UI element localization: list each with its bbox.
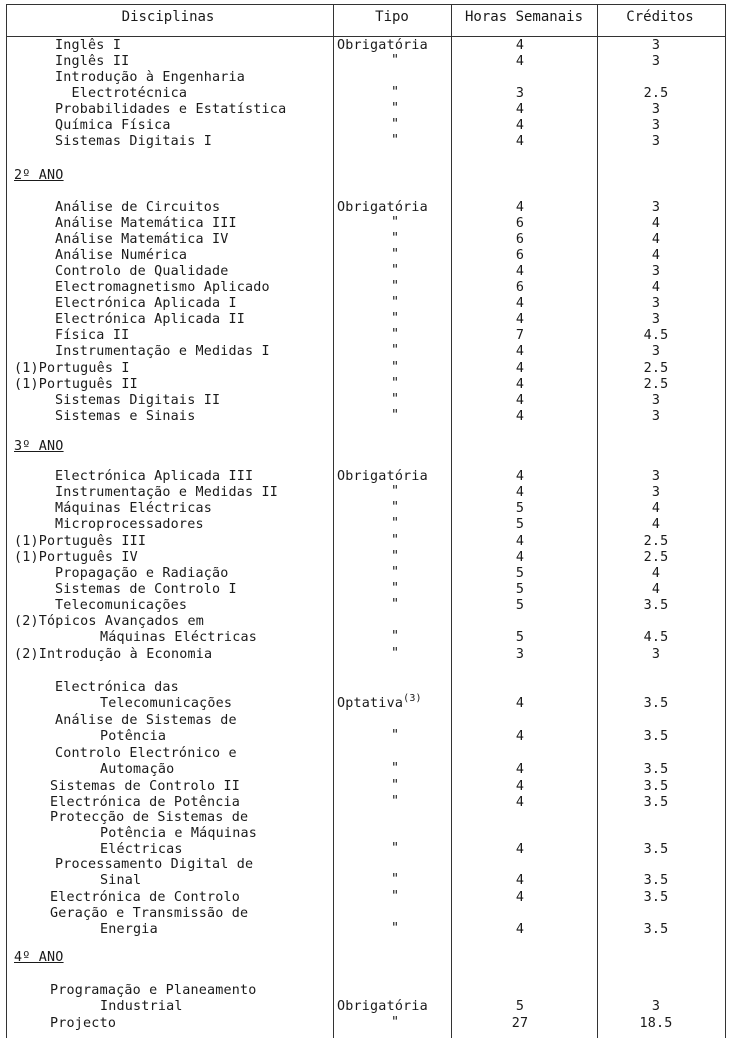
credits: 3 xyxy=(651,264,661,279)
course-type xyxy=(391,516,399,532)
weekly-hours: 4 xyxy=(515,200,525,215)
credits: 18.5 xyxy=(639,1016,673,1031)
course-type-text: " xyxy=(391,646,400,661)
weekly-hours: 4 xyxy=(515,696,525,711)
course-type xyxy=(337,693,422,712)
discipline-name: (1)Português IV xyxy=(14,550,138,565)
course-type xyxy=(391,629,399,645)
course-type xyxy=(391,117,399,133)
discipline-name: (1)Português I xyxy=(14,361,130,376)
column-border xyxy=(597,4,598,1038)
weekly-hours: 5 xyxy=(515,582,525,597)
course-type xyxy=(337,38,428,54)
credits: 4.5 xyxy=(643,328,669,343)
discipline-name: Inglês I xyxy=(55,38,122,53)
discipline-name: Electrónica Aplicada I xyxy=(55,296,237,311)
discipline-name: Probabilidades e Estatística xyxy=(55,102,287,117)
course-type xyxy=(391,872,399,888)
header-tipo: Tipo xyxy=(375,9,409,25)
course-type-text: " xyxy=(391,311,400,326)
discipline-name: Potência xyxy=(100,729,167,744)
discipline-name: Electrónica Aplicada II xyxy=(55,312,246,327)
discipline-name: Controlo Electrónico e xyxy=(55,746,237,761)
credits: 2.5 xyxy=(643,86,669,101)
weekly-hours: 3 xyxy=(515,647,525,662)
course-type xyxy=(391,728,399,744)
course-type-text: " xyxy=(391,101,400,116)
discipline-name: Geração e Transmissão de xyxy=(50,906,249,921)
course-type xyxy=(337,469,428,485)
weekly-hours: 6 xyxy=(515,248,525,263)
course-type-text: Obrigatória xyxy=(337,999,428,1014)
course-type-text: " xyxy=(391,343,400,358)
weekly-hours: 4 xyxy=(515,409,525,424)
credits: 4 xyxy=(651,280,661,295)
credits: 3.5 xyxy=(643,890,669,905)
course-type xyxy=(391,761,399,777)
course-type xyxy=(391,231,399,247)
weekly-hours: 4 xyxy=(515,550,525,565)
column-border xyxy=(6,4,7,1038)
credits: 3 xyxy=(651,999,661,1014)
discipline-name: Electrónica Aplicada III xyxy=(55,469,254,484)
column-border xyxy=(451,4,452,1038)
discipline-name: Electrónica das xyxy=(55,680,179,695)
course-type xyxy=(391,327,399,343)
credits: 3 xyxy=(651,344,661,359)
course-type-text: " xyxy=(391,500,400,515)
weekly-hours: 4 xyxy=(515,264,525,279)
credits: 3 xyxy=(651,54,661,69)
course-type-text: " xyxy=(391,295,400,310)
course-type-text: " xyxy=(391,53,400,68)
course-type-text: " xyxy=(391,1015,400,1030)
course-type xyxy=(391,1015,399,1031)
weekly-hours: 5 xyxy=(515,630,525,645)
header-creditos: Créditos xyxy=(626,9,694,25)
course-type xyxy=(337,999,428,1015)
credits: 4 xyxy=(651,216,661,231)
course-type xyxy=(391,646,399,662)
discipline-name: Química Física xyxy=(55,118,171,133)
discipline-name: Sinal xyxy=(100,873,142,888)
course-type-text: " xyxy=(391,549,400,564)
weekly-hours: 4 xyxy=(515,779,525,794)
discipline-name: Sistemas Digitais II xyxy=(55,393,221,408)
weekly-hours: 4 xyxy=(515,118,525,133)
weekly-hours: 4 xyxy=(515,922,525,937)
course-type-text: " xyxy=(391,597,400,612)
weekly-hours: 4 xyxy=(515,842,525,857)
discipline-name: Instrumentação e Medidas I xyxy=(55,344,270,359)
course-type xyxy=(391,581,399,597)
weekly-hours: 5 xyxy=(515,517,525,532)
credits: 2.5 xyxy=(643,534,669,549)
course-type-text: " xyxy=(391,247,400,262)
course-type xyxy=(391,549,399,565)
weekly-hours: 6 xyxy=(515,216,525,231)
credits: 3 xyxy=(651,485,661,500)
credits: 4 xyxy=(651,517,661,532)
discipline-name: (2)Tópicos Avançados em xyxy=(14,614,205,629)
credits: 3.5 xyxy=(643,729,669,744)
course-type xyxy=(391,279,399,295)
credits: 3.5 xyxy=(643,922,669,937)
weekly-hours: 4 xyxy=(515,890,525,905)
discipline-name: Projecto xyxy=(50,1016,117,1031)
weekly-hours: 4 xyxy=(515,795,525,810)
weekly-hours: 4 xyxy=(515,534,525,549)
discipline-name: Electrónica de Controlo xyxy=(50,890,241,905)
weekly-hours: 3 xyxy=(515,86,525,101)
discipline-name: Eléctricas xyxy=(100,842,183,857)
table-top-border xyxy=(6,4,726,5)
discipline-name: (1)Português II xyxy=(14,377,138,392)
course-type xyxy=(391,263,399,279)
weekly-hours: 4 xyxy=(515,469,525,484)
course-type-text: " xyxy=(391,841,400,856)
footnote-marker: (3) xyxy=(403,693,422,704)
credits: 3 xyxy=(651,38,661,53)
course-type-text: " xyxy=(391,215,400,230)
course-type-text: " xyxy=(391,728,400,743)
course-type xyxy=(391,500,399,516)
discipline-name: Controlo de Qualidade xyxy=(55,264,229,279)
credits: 3 xyxy=(651,118,661,133)
credits: 4 xyxy=(651,501,661,516)
discipline-name: Sistemas de Controlo II xyxy=(50,779,241,794)
course-type-text: " xyxy=(391,85,400,100)
weekly-hours: 4 xyxy=(515,344,525,359)
course-type-text: " xyxy=(391,581,400,596)
discipline-name: Análise de Circuitos xyxy=(55,200,221,215)
course-type xyxy=(391,101,399,117)
credits: 4 xyxy=(651,566,661,581)
credits: 3 xyxy=(651,200,661,215)
credits: 4 xyxy=(651,582,661,597)
discipline-name: Análise de Sistemas de xyxy=(55,713,237,728)
credits: 3.5 xyxy=(643,842,669,857)
credits: 3 xyxy=(651,469,661,484)
weekly-hours: 7 xyxy=(515,328,525,343)
credits: 3.5 xyxy=(643,762,669,777)
credits: 3.5 xyxy=(643,696,669,711)
course-type xyxy=(391,794,399,810)
weekly-hours: 5 xyxy=(515,566,525,581)
header-horas-semanais: Horas Semanais xyxy=(464,9,584,25)
discipline-name: Introdução à Engenharia xyxy=(55,70,246,85)
weekly-hours: 4 xyxy=(515,729,525,744)
credits: 3.5 xyxy=(643,779,669,794)
section-heading: 3º ANO xyxy=(14,439,64,454)
course-type xyxy=(391,247,399,263)
weekly-hours: 4 xyxy=(515,873,525,888)
column-border xyxy=(725,4,726,1038)
course-type xyxy=(391,295,399,311)
discipline-name: (2)Introdução à Economia xyxy=(14,647,213,662)
course-type xyxy=(391,408,399,424)
course-type xyxy=(391,53,399,69)
course-type-text: " xyxy=(391,231,400,246)
discipline-name: Programação e Planeamento xyxy=(50,983,257,998)
course-type xyxy=(391,215,399,231)
course-type-text: Obrigatória xyxy=(337,469,428,484)
course-type xyxy=(391,778,399,794)
discipline-name: Processamento Digital de xyxy=(55,857,254,872)
weekly-hours: 6 xyxy=(515,232,525,247)
credits: 4 xyxy=(651,248,661,263)
section-heading: 4º ANO xyxy=(14,950,64,965)
course-type-text: " xyxy=(391,761,400,776)
course-type xyxy=(391,921,399,937)
course-type-text: " xyxy=(391,263,400,278)
weekly-hours: 4 xyxy=(515,762,525,777)
weekly-hours: 4 xyxy=(515,102,525,117)
discipline-name: Sistemas Digitais I xyxy=(55,134,212,149)
course-type xyxy=(391,360,399,376)
credits: 2.5 xyxy=(643,361,669,376)
course-type xyxy=(391,392,399,408)
course-type-text: " xyxy=(391,360,400,375)
credits: 3.5 xyxy=(643,598,669,613)
weekly-hours: 4 xyxy=(515,377,525,392)
discipline-name: Telecomunicações xyxy=(100,696,233,711)
course-type-text: " xyxy=(391,565,400,580)
course-type xyxy=(391,133,399,149)
weekly-hours: 4 xyxy=(515,38,525,53)
credits: 3 xyxy=(651,296,661,311)
course-type-text: " xyxy=(391,392,400,407)
course-type xyxy=(391,484,399,500)
discipline-name: Análise Matemática IV xyxy=(55,232,229,247)
column-border xyxy=(333,4,334,1038)
credits: 4 xyxy=(651,232,661,247)
credits: 3 xyxy=(651,102,661,117)
weekly-hours: 4 xyxy=(515,393,525,408)
course-type-text: Obrigatória xyxy=(337,200,428,215)
credits: 3 xyxy=(651,393,661,408)
course-type-text: " xyxy=(391,279,400,294)
weekly-hours: 5 xyxy=(515,999,525,1014)
course-type-text: " xyxy=(391,533,400,548)
weekly-hours: 5 xyxy=(515,598,525,613)
course-type-text: " xyxy=(391,921,400,936)
course-type-text: " xyxy=(391,117,400,132)
course-type-text: " xyxy=(391,778,400,793)
discipline-name: Máquinas Eléctricas xyxy=(100,630,257,645)
header-disciplinas: Disciplinas xyxy=(121,9,215,25)
course-type-text: " xyxy=(391,794,400,809)
weekly-hours: 4 xyxy=(515,134,525,149)
credits: 3 xyxy=(651,647,661,662)
credits: 2.5 xyxy=(643,550,669,565)
credits: 3 xyxy=(651,312,661,327)
credits: 3.5 xyxy=(643,795,669,810)
discipline-name: Electromagnetismo Aplicado xyxy=(55,280,270,295)
weekly-hours: 27 xyxy=(511,1016,529,1031)
weekly-hours: 4 xyxy=(515,312,525,327)
discipline-name: Electrónica de Potência xyxy=(50,795,241,810)
course-type xyxy=(391,343,399,359)
weekly-hours: 4 xyxy=(515,296,525,311)
credits: 4.5 xyxy=(643,630,669,645)
course-type-text: " xyxy=(391,327,400,342)
weekly-hours: 4 xyxy=(515,361,525,376)
course-type-text: Obrigatória xyxy=(337,38,428,53)
weekly-hours: 4 xyxy=(515,485,525,500)
course-type-text: " xyxy=(391,133,400,148)
discipline-name: Análise Numérica xyxy=(55,248,188,263)
discipline-name: Física II xyxy=(55,328,130,343)
course-type xyxy=(391,533,399,549)
course-type-text: " xyxy=(391,629,400,644)
discipline-name: Sistemas e Sinais xyxy=(55,409,196,424)
discipline-name: Electrotécnica xyxy=(55,86,188,101)
discipline-name: Energia xyxy=(100,922,158,937)
course-type-text: " xyxy=(391,889,400,904)
course-type xyxy=(391,85,399,101)
discipline-name: Industrial xyxy=(100,999,183,1014)
header-bottom-border xyxy=(6,36,726,37)
weekly-hours: 6 xyxy=(515,280,525,295)
section-heading: 2º ANO xyxy=(14,168,64,183)
course-type-text: " xyxy=(391,408,400,423)
credits: 3.5 xyxy=(643,873,669,888)
course-type xyxy=(391,376,399,392)
discipline-name: Máquinas Eléctricas xyxy=(55,501,212,516)
course-type xyxy=(391,565,399,581)
discipline-name: Instrumentação e Medidas II xyxy=(55,485,279,500)
course-type-text: " xyxy=(391,484,400,499)
discipline-name: Telecomunicações xyxy=(55,598,188,613)
weekly-hours: 5 xyxy=(515,501,525,516)
course-type xyxy=(391,597,399,613)
course-type xyxy=(337,200,428,216)
discipline-name: Potência e Máquinas xyxy=(100,826,257,841)
course-type-text: " xyxy=(391,376,400,391)
discipline-name: Sistemas de Controlo I xyxy=(55,582,237,597)
discipline-name: Automação xyxy=(100,762,175,777)
credits: 2.5 xyxy=(643,377,669,392)
discipline-name: Inglês II xyxy=(55,54,130,69)
course-type-text: Optativa xyxy=(337,696,404,711)
discipline-name: Propagação e Radiação xyxy=(55,566,229,581)
discipline-name: (1)Português III xyxy=(14,534,147,549)
discipline-name: Microprocessadores xyxy=(55,517,204,532)
course-type-text: " xyxy=(391,872,400,887)
course-type-text: " xyxy=(391,516,400,531)
discipline-name: Protecção de Sistemas de xyxy=(50,810,249,825)
course-type xyxy=(391,889,399,905)
course-type xyxy=(391,841,399,857)
credits: 3 xyxy=(651,134,661,149)
credits: 3 xyxy=(651,409,661,424)
discipline-name: Análise Matemática III xyxy=(55,216,237,231)
weekly-hours: 4 xyxy=(515,54,525,69)
course-type xyxy=(391,311,399,327)
